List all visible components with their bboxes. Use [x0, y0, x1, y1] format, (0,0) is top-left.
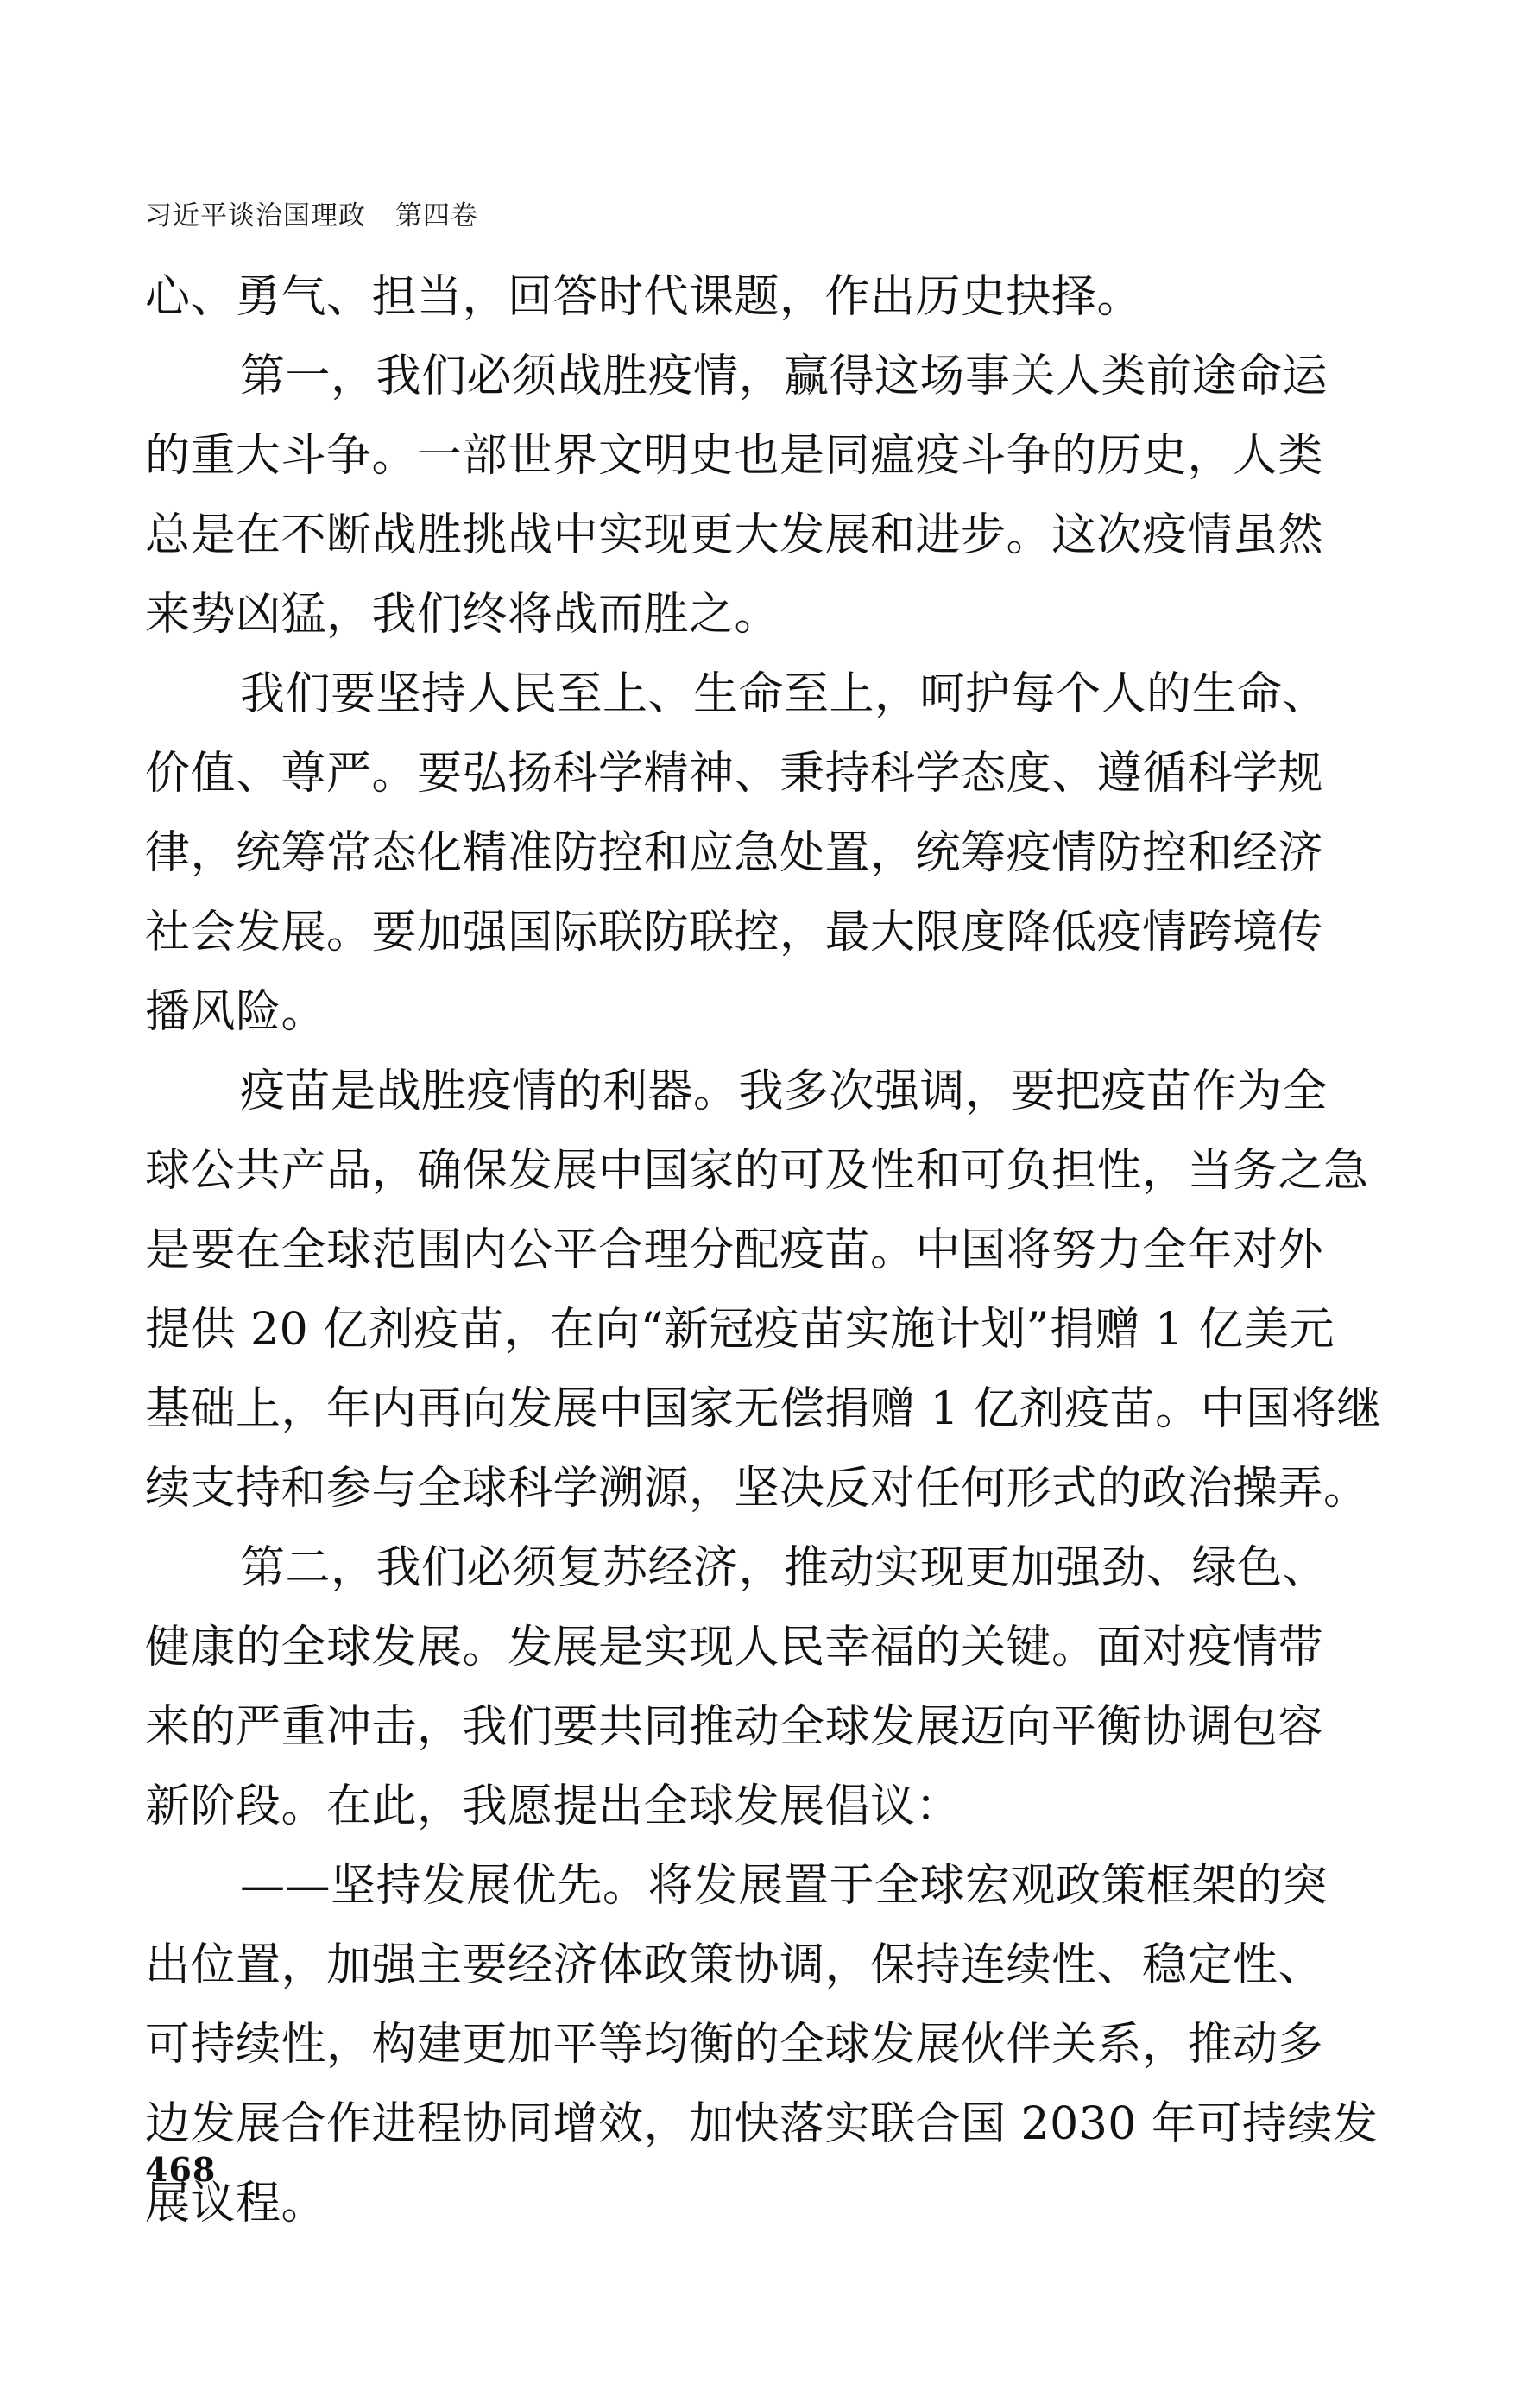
text-line: 律，统筹常态化精准防控和应急处置，统筹疫情防控和经济 — [145, 827, 1324, 879]
text-line: 球公共产品，确保发展中国家的可及性和可负担性，当务之急 — [145, 1145, 1369, 1197]
text-line: 是要在全球范围内公平合理分配疫苗。中国将努力全年对外 — [145, 1224, 1324, 1276]
text-line: 出位置，加强主要经济体政策协调，保持连续性、稳定性、 — [145, 1939, 1324, 1991]
text-line: 疫苗是战胜疫情的利器。我多次强调，要把疫苗作为全 — [240, 1066, 1329, 1117]
page-number: 468 — [145, 2150, 217, 2189]
text-line: 播风险。 — [145, 986, 327, 1038]
text-line: 提供 20 亿剂疫苗，在向“新冠疫苗实施计划”捐赠 1 亿美元 — [145, 1304, 1335, 1356]
text-line: 第一，我们必须战胜疫情，赢得这场事关人类前途命运 — [240, 351, 1329, 402]
text-line: 社会发展。要加强国际联防联控，最大限度降低疫情跨境传 — [145, 907, 1324, 958]
text-line: 第二，我们必须复苏经济，推动实现更加强劲、绿色、 — [240, 1542, 1329, 1594]
text-line: 心、勇气、担当，回答时代课题，作出历史抉择。 — [145, 271, 1143, 323]
text-line: ——坚持发展优先。将发展置于全球宏观政策框架的突 — [240, 1860, 1329, 1912]
text-line: 可持续性，构建更加平等均衡的全球发展伙伴关系，推动多 — [145, 2019, 1324, 2071]
text-line: 来势凶猛，我们终将战而胜之。 — [145, 589, 780, 641]
text-line: 新阶段。在此，我愿提出全球发展倡议： — [145, 1781, 962, 1832]
text-line: 续支持和参与全球科学溯源，坚决反对任何形式的政治操弄。 — [145, 1463, 1369, 1515]
text-line: 的重大斗争。一部世界文明史也是同瘟疫斗争的历史，人类 — [145, 430, 1324, 482]
text-line: 我们要坚持人民至上、生命至上，呵护每个人的生命、 — [240, 668, 1329, 720]
body-text — [145, 257, 1382, 2243]
book-title: 习近平谈治国理政 — [145, 200, 366, 231]
volume-label: 第四卷 — [395, 200, 478, 231]
text-line: 边发展合作进程协同增效，加快落实联合国 2030 年可持续发 — [145, 2098, 1379, 2150]
text-line: 健康的全球发展。发展是实现人民幸福的关键。面对疫情带 — [145, 1622, 1324, 1673]
text-line: 展议程。 — [145, 2178, 327, 2230]
running-header — [145, 193, 478, 232]
text-line: 基础上，年内再向发展中国家无偿捐赠 1 亿剂疫苗。中国将继 — [145, 1383, 1382, 1435]
text-line: 价值、尊严。要弘扬科学精神、秉持科学态度、遵循科学规 — [145, 748, 1324, 800]
text-line: 总是在不断战胜挑战中实现更大发展和进步。这次疫情虽然 — [145, 509, 1324, 561]
text-line: 来的严重冲击，我们要共同推动全球发展迈向平衡协调包容 — [145, 1701, 1324, 1753]
